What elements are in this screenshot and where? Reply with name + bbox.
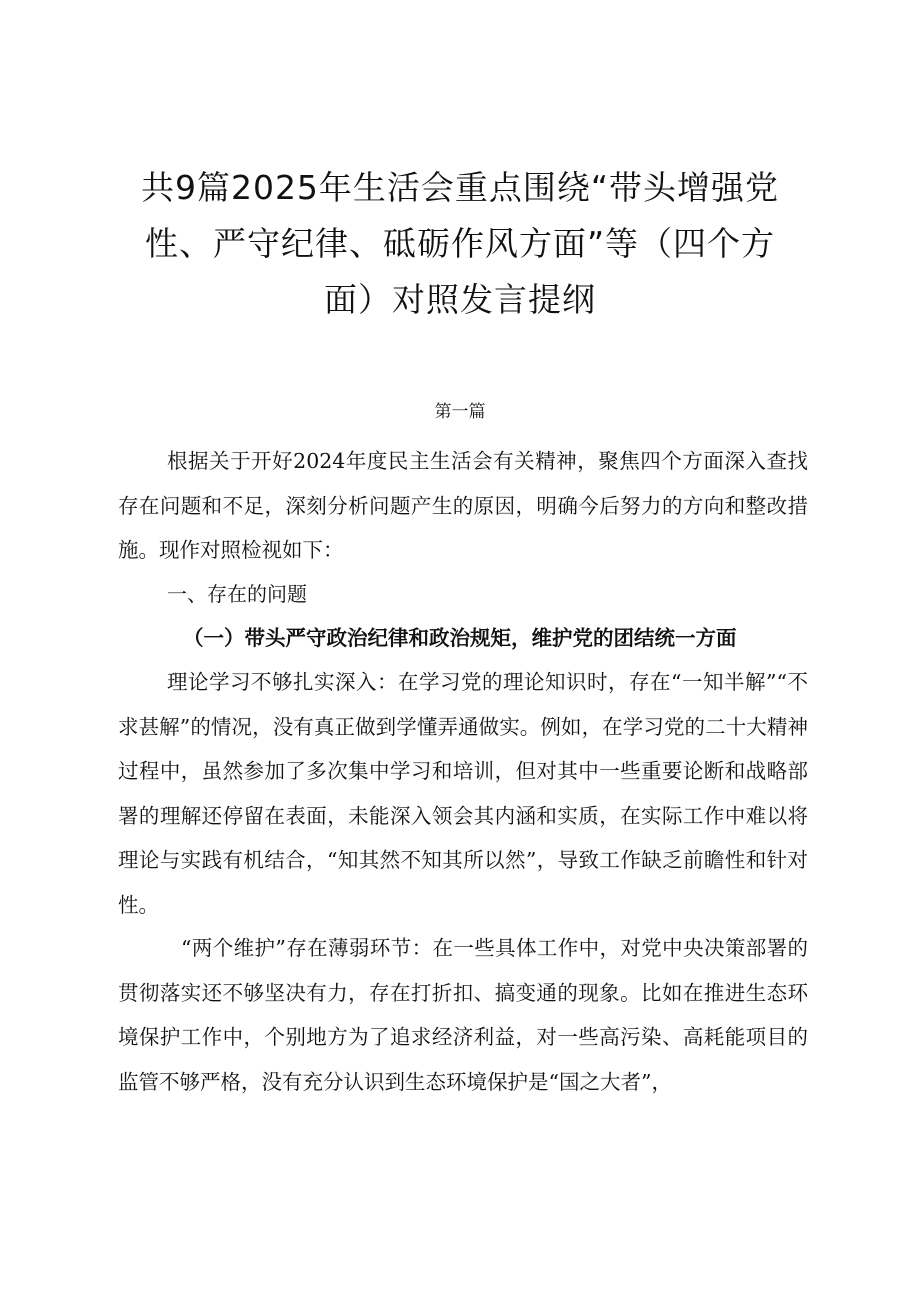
heading-existing-problems: 一、存在的问题 [167, 582, 307, 606]
section-title: 第一篇 [434, 402, 486, 422]
title-line-1: 共9篇2025年生活会重点围绕“带头增强党 [140, 168, 780, 207]
title-line-2: 性、严守纪律、砥砺作风方面”等（四个方 [144, 224, 776, 263]
document-title [110, 160, 810, 328]
intro-paragraph: 根据关于开好2024年度民主生活会有关精神，聚焦四个方面深入查找存在问题和不足，深刻分析问题产生的原因，明确今后努力的方向和整改措施。现作对照检视如下： [118, 449, 808, 562]
paragraph-two-maintenance: “两个维护”存在薄弱环节：在一些具体工作中，对党中央决策部署的贯彻落实还不够坚决有力，存在打折扣、搞变通的现象。比如在推进生态环境保护工作中，个别地方为了追求经济利益，对一些高污染、高耗能项目的监管不够严格，没有充分认识到生态环境保护是“国之大者”， [118, 936, 808, 1094]
subheading-political-discipline: （一）带头严守政治纪律和政治规矩，维护党的团结统一方面 [183, 626, 737, 650]
paragraph-theory-study: 理论学习不够扎实深入：在学习党的理论知识时，存在“一知半解”“不求甚解”的情况，没有真正做到学懂弄通做实。例如，在学习党的二十大精神过程中，虽然参加了多次集中学习和培训，但对其中一些重要论断和战略部署的理解还停留在表面，未能深入领会其内涵和实质，在实际工作中难以将理论与实践有机结合，“知其然不知其所以然”，导致工作缺乏前瞻性和针对性。 [118, 670, 808, 917]
title-line-3: 面）对照发言提纲 [324, 280, 596, 319]
